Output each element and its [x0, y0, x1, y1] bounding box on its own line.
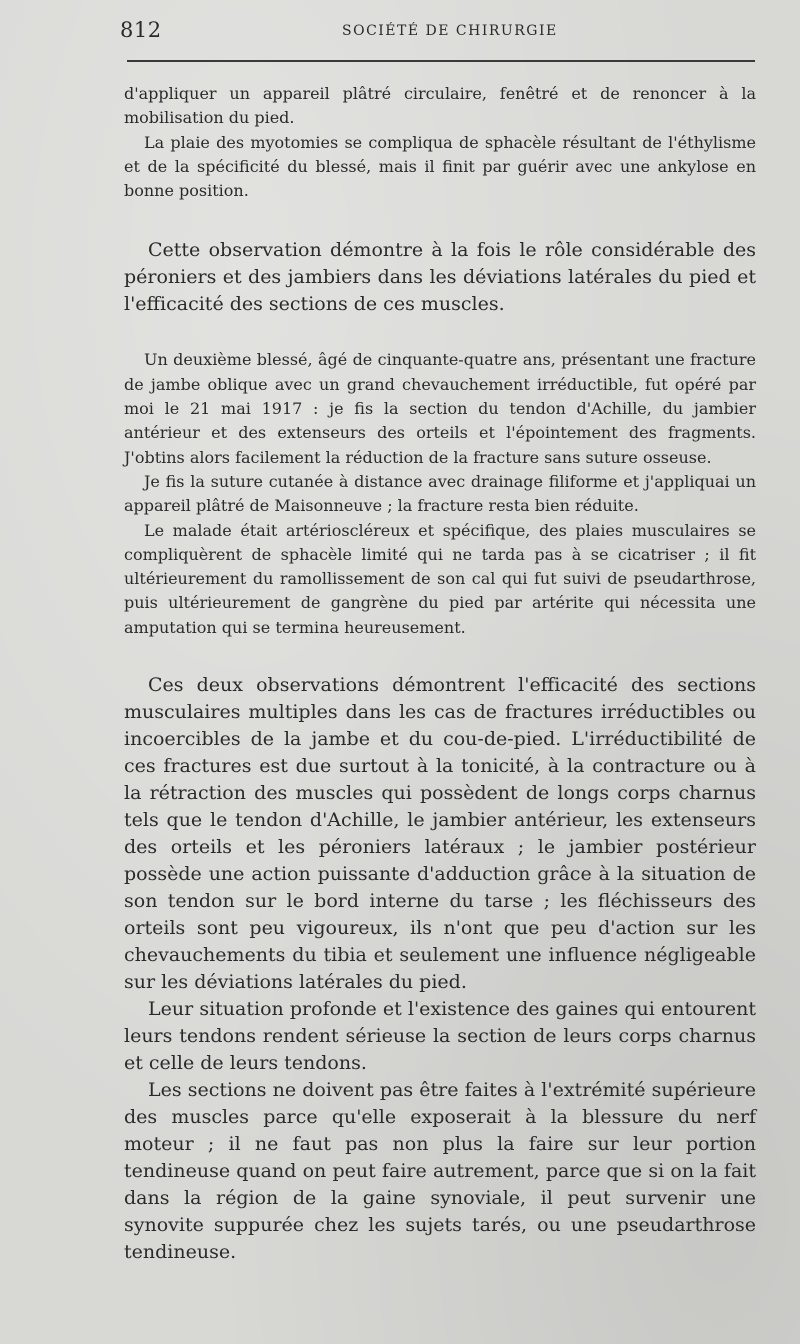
section-small-1	[124, 82, 756, 203]
paragraph: d'appliquer un appareil plâtré circulaire, fenêtré et de renoncer à la mobilisation du pied.	[124, 84, 756, 128]
section-small-2	[124, 348, 756, 640]
paragraph: Ces deux observations démontrent l'efficacité des sections musculaires multiples dans les cas de fractures irréductibles ou incoercibles de la jambe et du cou-de-pied. L'irréductibilité de ces fractures est due surtout à la tonicité, à la contracture ou à la rétraction des muscles qui possèdent de longs corps charnus tels que le tendon d'Achille, le jambier antérieur, les extenseurs des orteils et les péroniers latéraux ; le jambier postérieur possède une action puissante d'adduction grâce à la situation de son tendon sur le bord interne du tarse ; les fléchisseurs des orteils sont peu vigoureux, ils n'ont que peu d'action sur les chevauchements du tibia et seulement une influence négligeable sur les déviations latérales du pied.	[124, 674, 756, 994]
paragraph: Je fis la suture cutanée à distance avec drainage filiforme et j'appliquai un appareil plâtré de Maisonneuve ; la fracture resta bien réduite.	[124, 471, 756, 516]
body-text	[124, 82, 756, 1266]
paragraph: Le malade était artérioscléreux et spécifique, des plaies musculaires se compliquèrent de sphacèle limité qui ne tarda pas à se cicatriser ; il fit ultérieurement du ramollissement de son cal qui fut suivi de pseudarthrose, puis ultérieurement de gangrène du pied par artérite qui nécessita une amputation qui se termina heureusement.	[124, 520, 756, 637]
paragraph: Cette observation démontre à la fois le rôle considérable des péroniers et des jambiers dans les déviations latérales du pied et l'efficacité des sections de ces muscles.	[124, 239, 756, 316]
paragraph: La plaie des myotomies se compliqua de sphacèle résultant de l'éthylisme et de la spécificité du blessé, mais il finit par guérir avec une ankylose en bonne position.	[124, 132, 756, 201]
paragraph: Les sections ne doivent pas être faites à l'extrémité supérieure des muscles parce qu'elle exposerait à la blessure du nerf moteur ; il ne faut pas non plus la faire sur leur portion tendineuse quand on peut faire autrement, parce que si on la fait dans la région de la gaine synoviale, il peut survenir une synovite suppurée chez les sujets tarés, ou une pseudarthrose tendineuse.	[124, 1079, 756, 1264]
header-rule	[127, 60, 755, 62]
paragraph: Leur situation profonde et l'existence des gaines qui entourent leurs tendons rendent sérieuse la section de leurs corps charnus et celle de leurs tendons.	[124, 998, 756, 1075]
section-large-2	[124, 672, 756, 1266]
section-large-1	[124, 237, 756, 318]
running-title: SOCIÉTÉ DE CHIRURGIE	[342, 23, 558, 39]
paragraph: Un deuxième blessé, âgé de cinquante-quatre ans, présentant une fracture de jambe oblique avec un grand chevauchement irréductible, fut opéré par moi le 21 mai 1917 : je fis la section du tendon d'Achille, du jambier antérieur et des extenseurs des orteils et l'épointement des fragments. J'obtins alors facilement la réduction de la fracture sans suture osseuse.	[124, 350, 756, 467]
page-number: 812	[120, 18, 162, 42]
page-header	[120, 18, 770, 48]
